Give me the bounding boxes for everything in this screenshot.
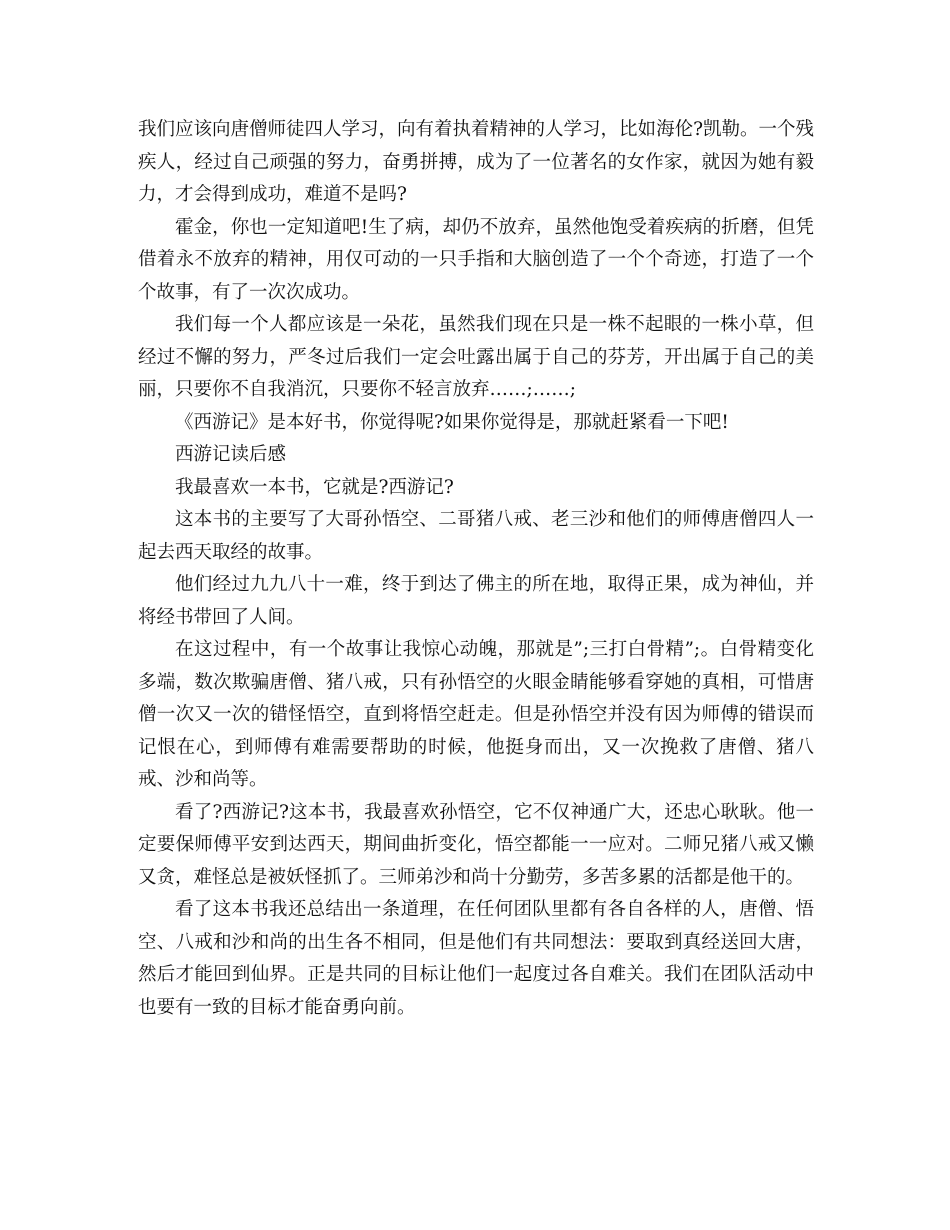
paragraph: 他们经过九九八十一难，终于到达了佛主的所在地，取得正果，成为神仙，并将经书带回了人间。	[138, 574, 814, 628]
paragraph: 我们每一个人都应该是一朵花，虽然我们现在只是一株不起眼的一株小草，但经过不懈的努力，严冬过后我们一定会吐露出属于自己的芬芳，开出属于自己的美丽，只要你不自我消沉，只要你不轻言放弃……;……;	[138, 314, 814, 400]
paragraph: 我最喜欢一本书，它就是?西游记?	[175, 476, 454, 498]
paragraph: 看了这本书我还总结出一条道理，在任何团队里都有各自各样的人，唐僧、悟空、八戒和沙和尚的出生各不相同，但是他们有共同想法：要取到真经送回大唐，然后才能回到仙界。正是共同的目标让他们一起度过各自难关。我们在团队活动中也要有一致的目标才能奋勇向前。	[138, 899, 814, 1018]
section-title: 西游记读后感	[175, 444, 287, 465]
paragraph: 看了?西游记?这本书，我最喜欢孙悟空，它不仅神通广大，还忠心耿耿。他一定要保师傅平安到达西天，期间曲折变化，悟空都能一一应对。二师兄猪八戒又懒又贪，难怪总是被妖怪抓了。三师弟沙和尚十分勤劳，多苦多累的活都是他干的。	[138, 801, 814, 888]
paragraph: 《西游记》是本好书，你觉得呢?如果你觉得是，那就赶紧看一下吧!	[175, 411, 729, 433]
paragraph: 我们应该向唐僧师徒四人学习，向有着执着精神的人学习，比如海伦?凯勒。一个残疾人，经过自己顽强的努力，奋勇拼搏，成为了一位著名的女作家，就因为她有毅力，才会得到成功，难道不是吗?	[138, 119, 814, 205]
document-body	[138, 114, 814, 1024]
paragraph: 霍金，你也一定知道吧!生了病，却仍不放弃，虽然他饱受着疾病的折磨，但凭借着永不放弃的精神，用仅可动的一只手指和大脑创造了一个个奇迹，打造了一个个故事，有了一次次成功。	[138, 216, 814, 303]
paragraph: 这本书的主要写了大哥孙悟空、二哥猪八戒、老三沙和他们的师傅唐僧四人一起去西天取经的故事。	[138, 509, 814, 563]
paragraph: 在这过程中，有一个故事让我惊心动魄，那就是”;三打白骨精”;。白骨精变化多端，数次欺骗唐僧、猪八戒，只有孙悟空的火眼金睛能够看穿她的真相，可惜唐僧一次又一次的错怪悟空，直到将悟空赶走。但是孙悟空并没有因为师傅的错误而记恨在心，到师傅有难需要帮助的时候，他挺身而出，又一次挽救了唐僧、猪八戒、沙和尚等。	[138, 639, 814, 790]
